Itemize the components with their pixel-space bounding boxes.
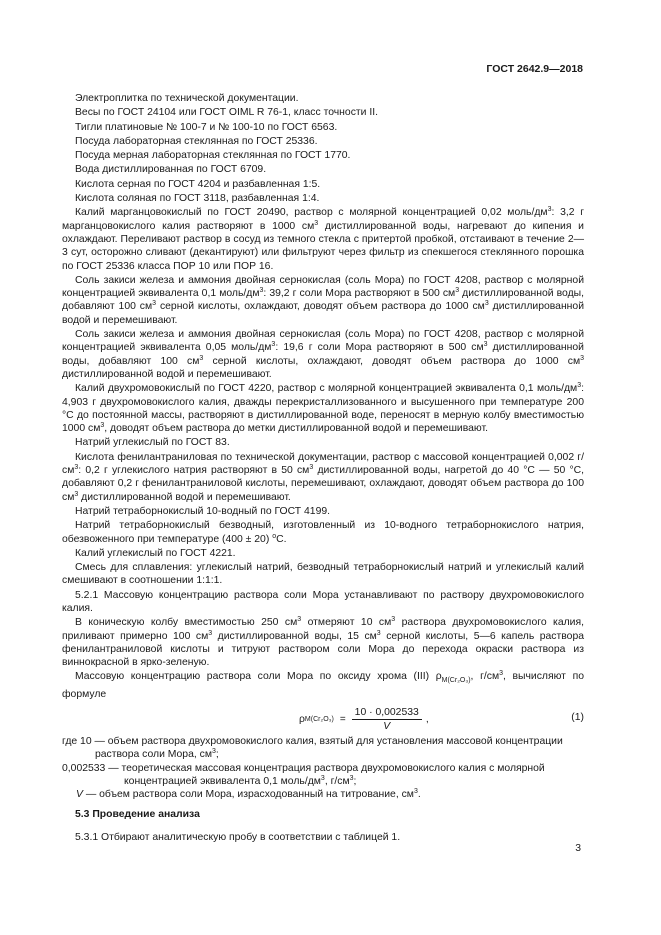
clause-5-3-1: 5.3.1 Отбирают аналитическую пробу в соответствии с таблицей 1. [75,832,401,844]
equation-number: (1) [571,712,584,724]
formula-1 [62,705,584,733]
formula-equals: = [339,714,346,726]
standard-header: ГОСТ 2642.9—2018 [486,63,583,75]
legend-item-v: V — объем раствора соли Мора, израсходованный на титрование, $см^3$. [76,788,421,801]
mass-concentration-intro: Массовую концентрацию раствора соли Мора по оксиду хрома (III) $\rho_{M(Cr_2O_3)}$, $г/см^3$, вычисляют по формуле [62,670,584,700]
document-body [62,92,584,846]
reagent-borax-10: Натрий тетраборнокислый 10-водный по ГОСТ 4199. [75,505,331,517]
legend-item-0002533-cont: концентрацией эквивалента 0,1 моль/$дм^3$, $г/см^3$; [124,774,357,787]
reagent-item: Кислота соляная по ГОСТ 3118, разбавленная 1:4. [75,193,320,205]
clause-5-2-1: 5.2.1 Массовую концентрацию раствора соли Мора устанавливают по раствору двухромовокислого калия. [62,589,584,614]
fusion-mixture: Смесь для сплавления: углекислый натрий, безводный тетраборнокислый натрий и углекислый калий смешивают в соотношении 1:1:1. [62,562,584,587]
reagent-na2co3: Натрий углекислый по ГОСТ 83. [75,437,230,449]
equipment-item: Тигли платиновые № 100-7 и № 100-10 по ГОСТ 6563. [75,121,338,133]
section-title: 5.3 Проведение анализа [75,808,200,820]
formula-fraction [352,706,422,734]
reagent-k2co3: Калий углекислый по ГОСТ 4221. [75,547,236,559]
formula-comma: , [425,714,429,726]
formula-expression [299,706,429,734]
reagent-k2cr2o7: Калий двухромовокислый по ГОСТ 4220, раствор с молярной концентрацией эквивалента 0,1 моль/$дм^3$: 4,903 г двухромовокислого калия, дважды перекристаллизованного и высушенного при температуре 200 °С до постоянной массы, растворяют в дистиллированной воде, переносят в мерную колбу вместимостью 1000 $см^3$, доводят объем раствора до метки дистиллированной водой и перемешивают. [62,382,584,435]
reagent-mohr-salt-005: Соль закиси железа и аммония двойная сернокислая (соль Мора) по ГОСТ 4208, раствор с молярной концентрацией эквивалента 0,05 моль/$дм^3$: 19,6 г соли Мора растворяют в 500 $см^3$ дистиллированной воды, добавляют 100 $см^3$ серной кислоты, охлаждают, доводят объем раствора до 1000 $см^3$ дистиллированной водой и перемешивают. [62,329,584,380]
equipment-item: Весы по ГОСТ 24104 или ГОСТ OIML R 76-1, класс точности II. [75,107,379,119]
legend-item-0002533: 0,002533 — теоретическая массовая концентрация раствора двухромовокислого калия с молярной [62,762,545,774]
formula-denominator: V [383,721,391,733]
page-number: 3 [575,843,581,854]
formula-legend [62,735,584,801]
reagent-borax-anhydrous: Натрий тетраборнокислый безводный, изготовленный из 10-водного тетраборнокислого натрия, обезвоженного при температуре (400 ± 20) $^о$С. [62,520,584,545]
equipment-item: Электроплитка по технической документации. [75,93,299,104]
titration-procedure: В коническую колбу вместимостью 250 $см^3$ отмеряют 10 $см^3$ раствора двухромовокислого калия, приливают примерно 100 $см^3$ дистиллированной воды, 15 $см^3$ серной кислоты, 5—6 капель раствора фенилантраниловой кислоты и титруют раствором соли Мора до перехода окраски раствора из виннокрасной в ярко-зеленую. [62,616,585,669]
formula-lhs-subscript: M(Cr₂O₃) [304,716,334,724]
legend-item-10: где 10 — объем раствора двухромовокислого калия, взятый для установления массовой концентрации [62,736,563,748]
equipment-item: Посуда мерная лабораторная стеклянная по ГОСТ 1770. [75,150,351,162]
reagent-phenylanthranilic-acid: Кислота фенилантраниловая по технической документации, раствор с массовой концентрацией 0,002 $г/см^3$: 0,2 г углекислого натрия растворяют в 50 $см^3$ дистиллированной воды, нагретой до 40 °С — 50 °С, добавляют 0,2 г фенилантраниловой кислоты, перемешивают, охлаждают, доводят объем раствора до 100 $см^3$ дистиллированной водой и перемешивают. [62,451,585,503]
formula-lhs: ρ [299,714,305,726]
reagent-mohr-salt-01: Соль закиси железа и аммония двойная сернокислая (соль Мора) по ГОСТ 4208, раствор с молярной концентрацией эквивалента 0,1 моль/$дм^3$: 39,2 г соли Мора растворяют в 500 $см^3$ дистиллированной воды, добавляют 100 $см^3$ серной кислоты, охлаждают, доводят объем раствора до 1000 $см^3$ дистиллированной водой и перемешивают. [62,274,584,326]
reagent-kmno4: Калий марганцовокислый по ГОСТ 20490, раствор с молярной концентрацией 0,02 моль/$дм^3$: 3,2 г марганцовокислого калия растворяют в 1000 $см^3$ дистиллированной воды, нагревают до кипения и охлаждают. Переливают раствор в сосуд из темного стекла с притертой пробкой, отстаивают в течение 2—3 сут, осторожно сливают (декантируют) или фильтруют через фильтр из спекшегося стеклянного порошка по ГОСТ 25336 класса ПОР 10 или ПОР 16. [62,206,584,272]
equipment-item: Посуда лабораторная стеклянная по ГОСТ 25336. [75,135,318,147]
reagent-item: Вода дистиллированная по ГОСТ 6709. [75,164,267,176]
reagent-item: Кислота серная по ГОСТ 4204 и разбавленная 1:5. [75,178,321,190]
formula-numerator: 10 · 0,002533 [352,706,422,720]
legend-item-10-cont: раствора соли Мора, $см^3$; [95,748,219,761]
